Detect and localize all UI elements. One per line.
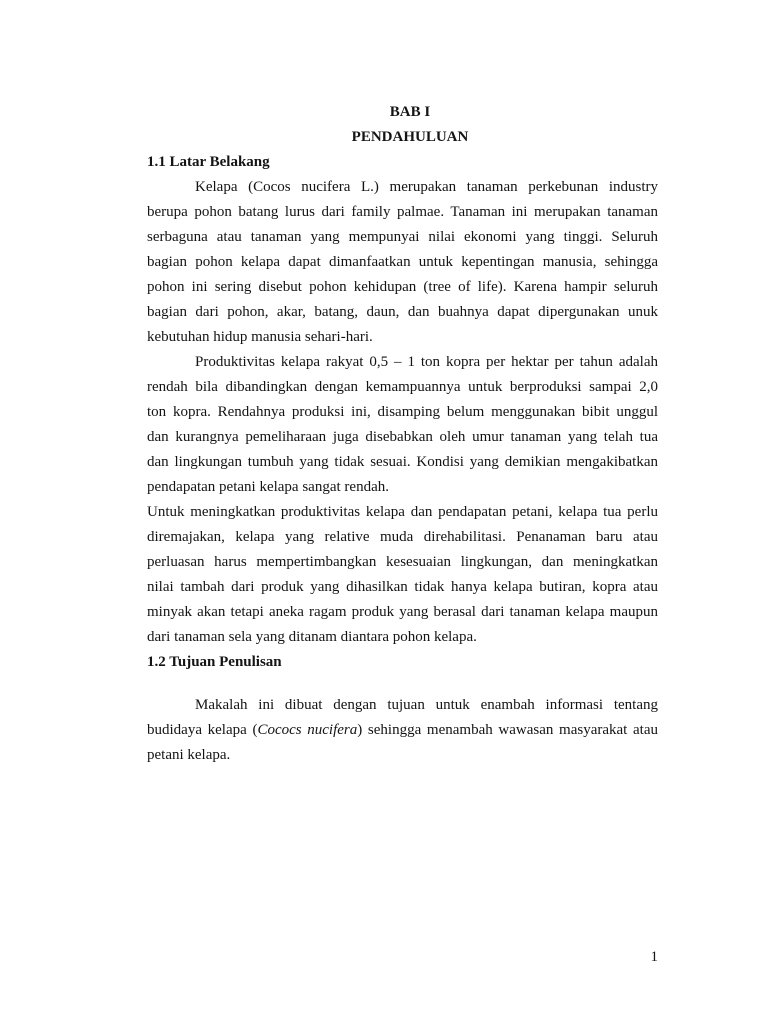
text-line: serbaguna atau tanaman yang mempunyai nilai ekonomi yang tinggi. Seluruh: [147, 229, 658, 245]
paragraph: [147, 500, 658, 650]
section-heading: 1.1 Latar Belakang: [147, 154, 270, 170]
paragraph: [147, 350, 658, 500]
text-line: dan lingkungan tumbuh yang tidak sesuai. Kondisi yang demikian mengakibatkan: [147, 454, 658, 470]
text-line: kebutuhan hidup manusia sehari-hari.: [147, 329, 373, 345]
text-line: bagian pohon kelapa dapat dimanfaatkan untuk kepentingan manusia, sehingga: [147, 254, 658, 270]
section-heading: 1.2 Tujuan Penulisan: [147, 654, 282, 670]
text-line: rendah bila dibandingkan dengan kemampuannya untuk berproduksi sampai 2,0: [147, 379, 658, 395]
text-line: Untuk meningkatkan produktivitas kelapa dan pendapatan petani, kelapa tua perlu: [147, 504, 658, 520]
text-line: diremajakan, kelapa yang relative muda direhabilitasi. Penanaman baru atau: [147, 529, 658, 545]
text-line: bagian dari pohon, akar, batang, daun, dan buahnya dapat dipergunakan unuk: [147, 304, 658, 320]
page-number: 1: [650, 949, 658, 965]
text-segment: budidaya kelapa (: [147, 722, 258, 738]
text-line: dan kurangnya pemeliharaan juga disebabkan oleh umur tanaman yang telah tua: [147, 429, 658, 445]
text-line: [147, 718, 658, 743]
text-line: Produktivitas kelapa rakyat 0,5 – 1 ton kopra per hektar per tahun adalah: [195, 354, 658, 370]
text-line: minyak akan tetapi aneka ragam produk yang berasal dari tanaman kelapa maupun: [147, 604, 658, 620]
text-line: perluasan harus mempertimbangkan kesesuaian lingkungan, dan meningkatkan: [147, 554, 658, 570]
text-line: dari tanaman sela yang ditanam diantara pohon kelapa.: [147, 629, 477, 645]
text-line: pohon ini sering disebut pohon kehidupan (tree of life). Karena hampir seluruh: [147, 279, 658, 295]
text-line: nilai tambah dari produk yang dihasilkan tidak hanya kelapa butiran, kopra atau: [147, 579, 658, 595]
page-content: [147, 100, 658, 768]
text-line: ton kopra. Rendahnya produksi ini, disamping belum menggunakan bibit unggul: [147, 404, 658, 420]
text-line: petani kelapa.: [147, 747, 231, 763]
paragraph: [147, 693, 658, 768]
italic-term: Cococs nucifera: [257, 722, 358, 738]
chapter-label: BAB I: [389, 104, 431, 120]
text-segment: ) sehingga menambah wawasan masyarakat atau: [357, 722, 658, 738]
chapter-title: PENDAHULUAN: [351, 129, 469, 145]
text-line: Kelapa (Cocos nucifera L.) merupakan tanaman perkebunan industry: [195, 179, 658, 195]
text-line: pendapatan petani kelapa sangat rendah.: [147, 479, 389, 495]
text-line: berupa pohon batang lurus dari family palmae. Tanaman ini merupakan tanaman: [147, 204, 658, 220]
paragraph: [147, 175, 658, 350]
text-line: Makalah ini dibuat dengan tujuan untuk enambah informasi tentang: [195, 697, 658, 713]
